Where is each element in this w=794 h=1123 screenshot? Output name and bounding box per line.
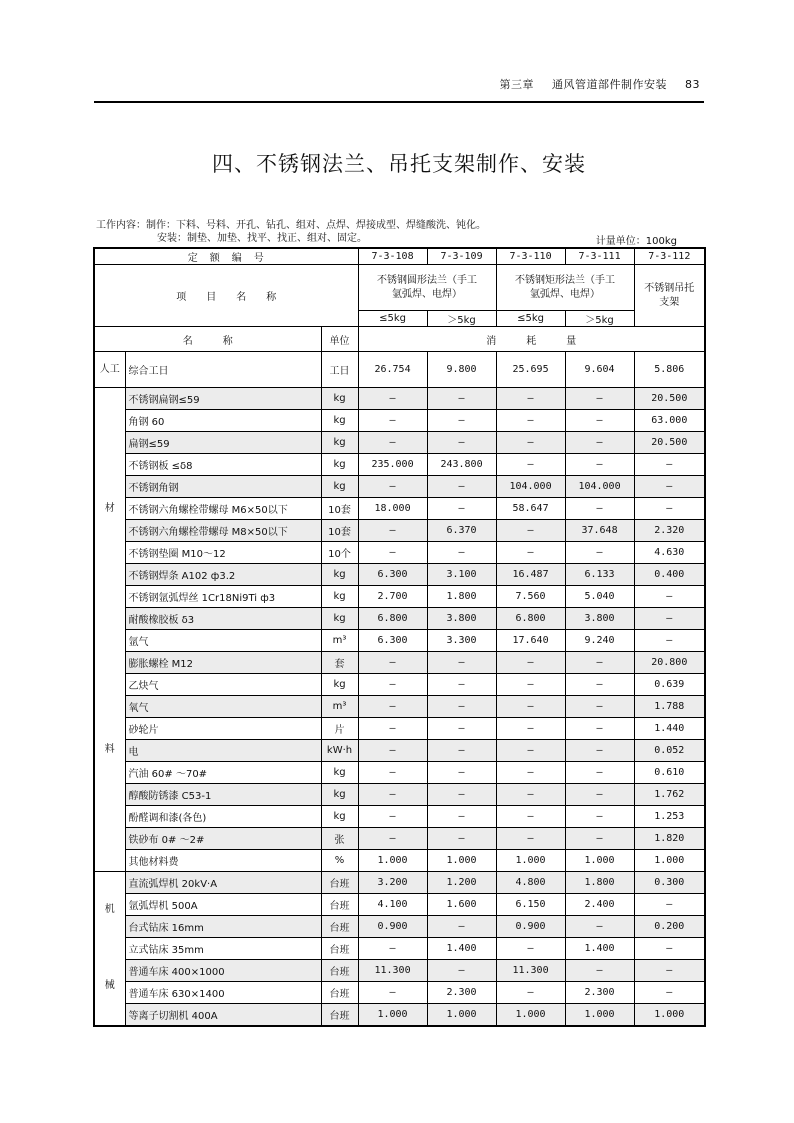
materials-row bbox=[94, 762, 705, 784]
materials-value: — bbox=[358, 652, 427, 674]
materials-value: — bbox=[496, 432, 565, 454]
machinery-value: 4.100 bbox=[358, 894, 427, 916]
materials-value: — bbox=[358, 762, 427, 784]
machinery-name: 普通车床 400×1000 bbox=[125, 960, 321, 982]
weight-le5-header: ≤5kg bbox=[358, 311, 427, 327]
materials-value: — bbox=[496, 674, 565, 696]
materials-value: 6.300 bbox=[358, 564, 427, 586]
materials-value: 2.700 bbox=[358, 586, 427, 608]
code-cell: 7-3-109 bbox=[427, 248, 496, 265]
machinery-unit: 台班 bbox=[321, 916, 358, 938]
materials-name: 酚醛调和漆(各色) bbox=[125, 806, 321, 828]
labor-value: 5.806 bbox=[634, 352, 705, 388]
materials-value: 0.400 bbox=[634, 564, 705, 586]
materials-value: 0.639 bbox=[634, 674, 705, 696]
item-name-header: 项 目 名 称 bbox=[94, 265, 358, 327]
code-cell: 7-3-110 bbox=[496, 248, 565, 265]
materials-value: — bbox=[565, 762, 634, 784]
materials-value: 1.820 bbox=[634, 828, 705, 850]
work-content bbox=[96, 219, 486, 245]
machinery-category-char: 械 bbox=[104, 980, 115, 992]
materials-value: 6.800 bbox=[358, 608, 427, 630]
machinery-name: 氩弧焊机 500A bbox=[125, 894, 321, 916]
materials-value: — bbox=[358, 542, 427, 564]
machinery-value: 0.300 bbox=[634, 872, 705, 894]
materials-name: 不锈钢六角螺栓带螺母 M6×50以下 bbox=[125, 498, 321, 520]
materials-value: — bbox=[358, 740, 427, 762]
materials-row bbox=[94, 740, 705, 762]
materials-value: — bbox=[565, 432, 634, 454]
machinery-value: 2.300 bbox=[427, 982, 496, 1004]
machinery-value: — bbox=[496, 938, 565, 960]
weight-gt5-header: ＞5kg bbox=[565, 311, 634, 327]
materials-row bbox=[94, 652, 705, 674]
materials-row bbox=[94, 608, 705, 630]
materials-name: 铁砂布 0# ～2# bbox=[125, 828, 321, 850]
materials-value: 20.500 bbox=[634, 432, 705, 454]
materials-value: — bbox=[496, 718, 565, 740]
materials-unit: kW·h bbox=[321, 740, 358, 762]
machinery-value: 4.800 bbox=[496, 872, 565, 894]
materials-value: — bbox=[496, 652, 565, 674]
machinery-row bbox=[94, 1004, 705, 1026]
materials-name: 不锈钢扁钢≤59 bbox=[125, 388, 321, 410]
materials-unit: kg bbox=[321, 586, 358, 608]
machinery-row bbox=[94, 894, 705, 916]
materials-value: — bbox=[565, 388, 634, 410]
materials-value: — bbox=[565, 498, 634, 520]
materials-value: — bbox=[427, 696, 496, 718]
labor-name: 综合工日 bbox=[125, 352, 321, 388]
machinery-name: 立式钻床 35mm bbox=[125, 938, 321, 960]
machinery-value: 1.000 bbox=[496, 1004, 565, 1026]
materials-category-char: 料 bbox=[104, 744, 115, 756]
materials-value: — bbox=[358, 520, 427, 542]
materials-value: — bbox=[634, 498, 705, 520]
labor-value: 26.754 bbox=[358, 352, 427, 388]
materials-value: — bbox=[358, 784, 427, 806]
machinery-name: 普通车床 630×1400 bbox=[125, 982, 321, 1004]
labor-row bbox=[94, 352, 705, 388]
materials-unit: kg bbox=[321, 674, 358, 696]
materials-name: 氧气 bbox=[125, 696, 321, 718]
materials-name: 汽油 60# ～70# bbox=[125, 762, 321, 784]
machinery-unit: 台班 bbox=[321, 938, 358, 960]
machinery-value: 1.000 bbox=[565, 1004, 634, 1026]
materials-row bbox=[94, 718, 705, 740]
materials-row bbox=[94, 476, 705, 498]
chapter-label: 第三章 bbox=[499, 78, 534, 91]
materials-name: 膨胀螺栓 M12 bbox=[125, 652, 321, 674]
consumption-header: 消 耗 量 bbox=[358, 327, 705, 352]
materials-value: 5.040 bbox=[565, 586, 634, 608]
unit-note: 计量单位：100kg bbox=[595, 236, 677, 247]
quota-table bbox=[93, 247, 706, 1027]
machinery-row bbox=[94, 982, 705, 1004]
work-content-line-2: 安装：制垫、加垫、找平、找正、组对、固定。 bbox=[157, 233, 367, 244]
materials-unit: kg bbox=[321, 806, 358, 828]
materials-name: 不锈钢焊条 A102 ф3.2 bbox=[125, 564, 321, 586]
weight-le5-header: ≤5kg bbox=[496, 311, 565, 327]
page-number: 83 bbox=[685, 78, 700, 91]
materials-value: — bbox=[496, 828, 565, 850]
materials-name: 氩气 bbox=[125, 630, 321, 652]
materials-value: 1.000 bbox=[634, 850, 705, 872]
materials-value: — bbox=[634, 630, 705, 652]
machinery-value: — bbox=[427, 960, 496, 982]
machinery-value: 0.900 bbox=[496, 916, 565, 938]
materials-value: 3.800 bbox=[427, 608, 496, 630]
materials-value: — bbox=[427, 762, 496, 784]
section-label: 通风管道部件制作安装 bbox=[552, 78, 667, 91]
materials-value: — bbox=[496, 542, 565, 564]
machinery-value: 1.200 bbox=[427, 872, 496, 894]
materials-value: 3.300 bbox=[427, 630, 496, 652]
materials-value: — bbox=[634, 476, 705, 498]
machinery-value: — bbox=[634, 894, 705, 916]
materials-value: 16.487 bbox=[496, 564, 565, 586]
materials-value: — bbox=[358, 674, 427, 696]
materials-value: — bbox=[358, 718, 427, 740]
machinery-unit: 台班 bbox=[321, 872, 358, 894]
quota-label: 定 额 编 号 bbox=[94, 248, 358, 265]
materials-value: 37.648 bbox=[565, 520, 634, 542]
materials-name: 不锈钢垫圈 M10～12 bbox=[125, 542, 321, 564]
materials-name: 扁钢≤59 bbox=[125, 432, 321, 454]
code-cell: 7-3-111 bbox=[565, 248, 634, 265]
materials-row bbox=[94, 828, 705, 850]
materials-value: — bbox=[496, 520, 565, 542]
materials-value: — bbox=[565, 454, 634, 476]
machinery-value: 11.300 bbox=[496, 960, 565, 982]
materials-value: — bbox=[427, 806, 496, 828]
materials-value: 1.800 bbox=[427, 586, 496, 608]
work-content-line-1: 工作内容：制作：下料、号料、开孔、钻孔、组对、点焊、焊接成型、焊缝酸洗、钝化。 bbox=[96, 220, 486, 231]
machinery-value: 2.400 bbox=[565, 894, 634, 916]
materials-value: — bbox=[496, 410, 565, 432]
machinery-row bbox=[94, 916, 705, 938]
materials-value: 20.800 bbox=[634, 652, 705, 674]
header-rule bbox=[94, 101, 704, 103]
materials-row bbox=[94, 542, 705, 564]
support-header: 不锈钢吊托支架 bbox=[634, 265, 705, 327]
materials-unit: 10套 bbox=[321, 520, 358, 542]
materials-value: 235.000 bbox=[358, 454, 427, 476]
machinery-value: 3.200 bbox=[358, 872, 427, 894]
materials-value: 6.300 bbox=[358, 630, 427, 652]
materials-row bbox=[94, 674, 705, 696]
materials-value: 20.500 bbox=[634, 388, 705, 410]
machinery-value: — bbox=[427, 916, 496, 938]
materials-unit: kg bbox=[321, 564, 358, 586]
materials-name: 醇酸防锈漆 C53-1 bbox=[125, 784, 321, 806]
materials-unit: % bbox=[321, 850, 358, 872]
materials-row bbox=[94, 630, 705, 652]
materials-unit: kg bbox=[321, 388, 358, 410]
materials-value: 7.560 bbox=[496, 586, 565, 608]
materials-value: — bbox=[565, 652, 634, 674]
materials-name: 角钢 60 bbox=[125, 410, 321, 432]
machinery-name: 直流弧焊机 20kV·A bbox=[125, 872, 321, 894]
materials-value: — bbox=[427, 740, 496, 762]
materials-unit: 10套 bbox=[321, 498, 358, 520]
materials-unit: kg bbox=[321, 608, 358, 630]
materials-unit: m³ bbox=[321, 630, 358, 652]
materials-value: — bbox=[565, 542, 634, 564]
machinery-value: 1.000 bbox=[358, 1004, 427, 1026]
materials-value: — bbox=[496, 762, 565, 784]
machinery-value: 1.400 bbox=[427, 938, 496, 960]
materials-value: — bbox=[427, 828, 496, 850]
materials-value: — bbox=[496, 784, 565, 806]
materials-row bbox=[94, 564, 705, 586]
materials-row bbox=[94, 696, 705, 718]
weight-gt5-header: ＞5kg bbox=[427, 311, 496, 327]
materials-value: 0.052 bbox=[634, 740, 705, 762]
materials-value: 58.647 bbox=[496, 498, 565, 520]
materials-row bbox=[94, 850, 705, 872]
materials-name: 不锈钢角钢 bbox=[125, 476, 321, 498]
quota-code-row bbox=[94, 248, 705, 265]
materials-name: 电 bbox=[125, 740, 321, 762]
machinery-value: 1.800 bbox=[565, 872, 634, 894]
materials-value: — bbox=[634, 586, 705, 608]
materials-value: — bbox=[427, 652, 496, 674]
materials-value: — bbox=[565, 674, 634, 696]
materials-row bbox=[94, 388, 705, 410]
materials-unit: kg bbox=[321, 784, 358, 806]
labor-value: 9.604 bbox=[565, 352, 634, 388]
name-column-header: 名 称 bbox=[94, 327, 321, 352]
machinery-unit: 台班 bbox=[321, 982, 358, 1004]
rect-flange-header: 不锈钢矩形法兰（手工氩弧焊、电焊） bbox=[496, 265, 634, 311]
column-header-row bbox=[94, 327, 705, 352]
materials-value: 17.640 bbox=[496, 630, 565, 652]
materials-name: 乙炔气 bbox=[125, 674, 321, 696]
round-flange-header: 不锈钢圆形法兰（手工氩弧焊、电焊） bbox=[358, 265, 496, 311]
machinery-unit: 台班 bbox=[321, 960, 358, 982]
materials-value: 0.610 bbox=[634, 762, 705, 784]
machinery-category bbox=[94, 872, 125, 1026]
machinery-row bbox=[94, 938, 705, 960]
machinery-unit: 台班 bbox=[321, 1004, 358, 1026]
machinery-value: — bbox=[634, 982, 705, 1004]
machinery-value: — bbox=[634, 938, 705, 960]
materials-row bbox=[94, 806, 705, 828]
materials-value: — bbox=[427, 674, 496, 696]
materials-category-label bbox=[98, 388, 122, 871]
machinery-value: — bbox=[565, 960, 634, 982]
materials-value: — bbox=[565, 784, 634, 806]
machinery-row bbox=[94, 960, 705, 982]
materials-name: 不锈钢六角螺栓带螺母 M8×50以下 bbox=[125, 520, 321, 542]
materials-row bbox=[94, 520, 705, 542]
materials-unit: kg bbox=[321, 454, 358, 476]
materials-row bbox=[94, 784, 705, 806]
materials-unit: kg bbox=[321, 762, 358, 784]
materials-value: — bbox=[358, 696, 427, 718]
labor-value: 25.695 bbox=[496, 352, 565, 388]
materials-value: — bbox=[427, 784, 496, 806]
materials-value: — bbox=[496, 740, 565, 762]
materials-value: 1.000 bbox=[496, 850, 565, 872]
machinery-value: 11.300 bbox=[358, 960, 427, 982]
materials-value: — bbox=[565, 718, 634, 740]
materials-value: — bbox=[634, 608, 705, 630]
machinery-unit: 台班 bbox=[321, 894, 358, 916]
labor-unit: 工日 bbox=[321, 352, 358, 388]
materials-value: — bbox=[565, 806, 634, 828]
materials-unit: m³ bbox=[321, 696, 358, 718]
materials-value: — bbox=[565, 696, 634, 718]
materials-value: 4.630 bbox=[634, 542, 705, 564]
unit-column-header: 单位 bbox=[321, 327, 358, 352]
materials-value: — bbox=[496, 454, 565, 476]
materials-value: 6.800 bbox=[496, 608, 565, 630]
materials-value: — bbox=[496, 388, 565, 410]
materials-row bbox=[94, 410, 705, 432]
materials-value: — bbox=[565, 828, 634, 850]
materials-value: 6.370 bbox=[427, 520, 496, 542]
materials-value: — bbox=[427, 542, 496, 564]
labor-category: 人工 bbox=[94, 352, 125, 388]
materials-value: 18.000 bbox=[358, 498, 427, 520]
materials-value: — bbox=[565, 740, 634, 762]
materials-value: — bbox=[427, 432, 496, 454]
materials-row bbox=[94, 586, 705, 608]
materials-value: 1.000 bbox=[565, 850, 634, 872]
materials-row bbox=[94, 432, 705, 454]
materials-value: 1.788 bbox=[634, 696, 705, 718]
materials-value: — bbox=[358, 410, 427, 432]
materials-value: — bbox=[427, 498, 496, 520]
materials-value: 1.762 bbox=[634, 784, 705, 806]
materials-value: — bbox=[565, 410, 634, 432]
code-cell: 7-3-112 bbox=[634, 248, 705, 265]
machinery-value: — bbox=[496, 982, 565, 1004]
running-head bbox=[486, 76, 701, 92]
materials-value: — bbox=[427, 410, 496, 432]
machinery-value: 1.000 bbox=[427, 1004, 496, 1026]
materials-value: — bbox=[358, 432, 427, 454]
materials-value: — bbox=[427, 388, 496, 410]
materials-unit: kg bbox=[321, 476, 358, 498]
materials-value: — bbox=[496, 806, 565, 828]
materials-value: 2.320 bbox=[634, 520, 705, 542]
machinery-name: 台式钻床 16mm bbox=[125, 916, 321, 938]
machinery-value: 1.000 bbox=[634, 1004, 705, 1026]
machinery-category-label bbox=[98, 872, 122, 1025]
materials-value: — bbox=[358, 388, 427, 410]
materials-name: 耐酸橡胶板 δ3 bbox=[125, 608, 321, 630]
machinery-value: 6.150 bbox=[496, 894, 565, 916]
materials-value: 104.000 bbox=[565, 476, 634, 498]
materials-value: — bbox=[358, 806, 427, 828]
materials-value: 3.800 bbox=[565, 608, 634, 630]
materials-name: 不锈钢氩弧焊丝 1Cr18Ni9Ti ф3 bbox=[125, 586, 321, 608]
materials-value: 1.000 bbox=[427, 850, 496, 872]
materials-unit: 套 bbox=[321, 652, 358, 674]
materials-value: — bbox=[496, 696, 565, 718]
materials-name: 砂轮片 bbox=[125, 718, 321, 740]
machinery-value: — bbox=[358, 982, 427, 1004]
materials-unit: 10个 bbox=[321, 542, 358, 564]
machinery-row bbox=[94, 872, 705, 894]
materials-name: 其他材料费 bbox=[125, 850, 321, 872]
materials-row bbox=[94, 498, 705, 520]
machinery-value: 0.200 bbox=[634, 916, 705, 938]
materials-unit: kg bbox=[321, 432, 358, 454]
materials-value: 6.133 bbox=[565, 564, 634, 586]
materials-value: 1.000 bbox=[358, 850, 427, 872]
materials-row bbox=[94, 454, 705, 476]
machinery-value: 0.900 bbox=[358, 916, 427, 938]
materials-value: — bbox=[358, 828, 427, 850]
materials-value: 104.000 bbox=[496, 476, 565, 498]
materials-value: — bbox=[427, 718, 496, 740]
machinery-value: 2.300 bbox=[565, 982, 634, 1004]
materials-category bbox=[94, 388, 125, 872]
materials-value: 1.253 bbox=[634, 806, 705, 828]
machinery-value: 1.600 bbox=[427, 894, 496, 916]
labor-value: 9.800 bbox=[427, 352, 496, 388]
materials-value: 243.800 bbox=[427, 454, 496, 476]
code-cell: 7-3-108 bbox=[358, 248, 427, 265]
materials-value: — bbox=[427, 476, 496, 498]
machinery-value: — bbox=[565, 916, 634, 938]
materials-value: 1.440 bbox=[634, 718, 705, 740]
materials-value: 63.000 bbox=[634, 410, 705, 432]
group-header-row bbox=[94, 265, 705, 311]
materials-unit: 张 bbox=[321, 828, 358, 850]
materials-category-char: 材 bbox=[104, 502, 115, 514]
materials-unit: 片 bbox=[321, 718, 358, 740]
materials-unit: kg bbox=[321, 410, 358, 432]
machinery-value: — bbox=[634, 960, 705, 982]
machinery-value: — bbox=[358, 938, 427, 960]
machinery-value: 1.400 bbox=[565, 938, 634, 960]
machinery-name: 等离子切割机 400A bbox=[125, 1004, 321, 1026]
materials-value: — bbox=[358, 476, 427, 498]
materials-value: — bbox=[634, 454, 705, 476]
materials-value: 9.240 bbox=[565, 630, 634, 652]
page-title: 四、不锈钢法兰、吊托支架制作、安装 bbox=[212, 152, 586, 176]
materials-name: 不锈钢板 ≤δ8 bbox=[125, 454, 321, 476]
machinery-category-char: 机 bbox=[104, 904, 115, 916]
materials-value: 3.100 bbox=[427, 564, 496, 586]
